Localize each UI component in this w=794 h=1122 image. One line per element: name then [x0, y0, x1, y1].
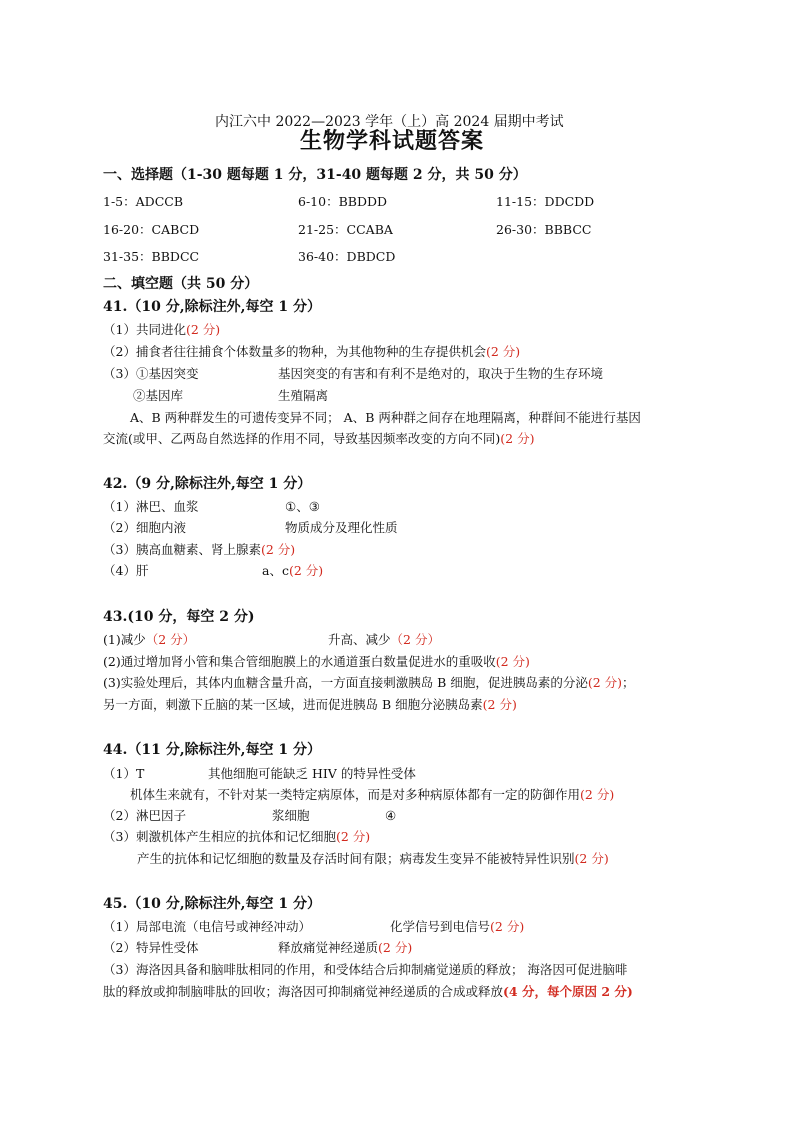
- score-mark: (2 分): [260, 542, 296, 557]
- q43-title: 43.(10 分，每空 2 分): [103, 609, 255, 625]
- section2-heading: 二、填空题（共 50 分）: [103, 276, 259, 292]
- q45-title: 45.（10 分,除标注外,每空 1 分）: [103, 896, 321, 912]
- score-mark: (2 分): [500, 431, 535, 446]
- q41-line4a: ②基因库: [133, 388, 184, 403]
- score-mark: （2 分）: [390, 632, 440, 647]
- score-mark: (2 分): [482, 697, 517, 712]
- answer-range: 21-25：CCABA: [298, 222, 393, 237]
- score-mark: (2 分): [574, 851, 609, 866]
- q42-line3: （3）胰高血糖素、肾上腺素(2 分): [103, 542, 296, 557]
- q45-line2b: 释放痛觉神经递质(2 分): [278, 940, 413, 955]
- answer-range: 6-10：BBDDD: [298, 194, 388, 209]
- answer-range: 1-5：ADCCB: [103, 194, 184, 209]
- score-mark: (2 分): [587, 675, 623, 690]
- q44-line4: （3）刺激机体产生相应的抗体和记忆细胞(2 分): [103, 829, 371, 844]
- q41-line3a: （3）①基因突变: [103, 366, 199, 381]
- score-mark: (2 分): [495, 654, 530, 669]
- q43-line1b: 升高、减少（2 分）: [328, 632, 440, 647]
- score-mark: (2 分): [378, 940, 413, 955]
- score-mark: (2 分): [335, 829, 371, 844]
- q44-line2: 机体生来就有，不针对某一类特定病原体，而是对多种病原体都有一定的防御作用(2 分): [130, 787, 615, 802]
- q42-title: 42.（9 分,除标注外,每空 1 分）: [103, 476, 312, 492]
- q44-line1b: 其他细胞可能缺乏 HIV 的特异性受体: [208, 766, 416, 781]
- q42-line4a: （4）肝: [103, 563, 149, 578]
- q44-line3b: 浆细胞: [272, 808, 310, 823]
- q43-line3: (3)实验处理后，其体内血糖含量升高，一方面直接刺激胰岛 B 细胞，促进胰岛素的分泌(2 分)；: [103, 675, 635, 690]
- q43-line1a: (1)减少（2 分）: [103, 632, 196, 647]
- q42-line4b: a、c(2 分): [262, 563, 324, 578]
- answer-range: 36-40：DBDCD: [298, 249, 396, 264]
- q43-line2: (2)通过增加肾小管和集合管细胞膜上的水通道蛋白数量促进水的重吸收(2 分): [103, 654, 530, 669]
- q41-line6: 交流(或甲、乙两岛自然选择的作用不同，导致基因频率改变的方向不同)(2 分): [103, 431, 535, 446]
- q42-line1b: ①、③: [285, 499, 320, 514]
- q41-line1: （1）共同进化(2 分): [103, 322, 221, 337]
- q42-line2a: （2）细胞内液: [103, 520, 186, 535]
- answer-range: 31-35：BBDCC: [103, 249, 200, 264]
- q45-line3: （3）海洛因具备和脑啡肽相同的作用，和受体结合后抑制痛觉递质的释放； 海洛因可促进脑啡: [103, 962, 628, 977]
- section1-heading: 一、选择题（1-30 题每题 1 分，31-40 题每题 2 分，共 50 分）: [103, 167, 527, 183]
- q44-line5: 产生的抗体和记忆细胞的数量及存活时间有限；病毒发生变异不能被特异性识别(2 分): [137, 851, 609, 866]
- q41-line3b: 基因突变的有害和有利不是绝对的，取决于生物的生存环境: [278, 366, 604, 381]
- score-mark: (2 分): [485, 344, 521, 359]
- q41-line4b: 生殖隔离: [278, 388, 329, 403]
- exam-title: 内江六中 2022—2023 学年（上）高 2024 届期中考试: [215, 114, 564, 130]
- q41-title: 41.（10 分,除标注外,每空 1 分）: [103, 299, 321, 315]
- q45-line2a: （2）特异性受体: [103, 940, 199, 955]
- q45-line1b: 化学信号到电信号(2 分): [390, 919, 525, 934]
- score-mark: (2 分): [490, 919, 525, 934]
- q42-line1a: （1）淋巴、血浆: [103, 499, 199, 514]
- q45-line4: 肽的释放或抑制脑啡肽的回收；海洛因可抑制痛觉神经递质的合成或释放(4 分，每个原因 2 分): [103, 984, 633, 999]
- subject-title: 生物学科试题答案: [300, 128, 485, 154]
- q43-line4: 另一方面，刺激下丘脑的某一区域，进而促进胰岛 B 细胞分泌胰岛素(2 分): [103, 697, 517, 712]
- answer-range: 11-15：DDCDD: [496, 194, 595, 209]
- score-mark: (2 分): [580, 787, 615, 802]
- score-mark: （2 分）: [145, 632, 196, 647]
- q45-line1a: （1）局部电流（电信号或神经冲动）: [103, 919, 311, 934]
- q44-line3c: ④: [385, 808, 397, 823]
- q41-line5: A、B 两种群发生的可遗传变异不同； A、B 两种群之间存在地理隔离，种群间不能进行基因: [130, 410, 641, 425]
- answer-range: 26-30：BBBCC: [496, 222, 592, 237]
- q44-title: 44.（11 分,除标注外,每空 1 分）: [103, 742, 321, 758]
- score-mark: (2 分): [288, 563, 324, 578]
- q42-line2b: 物质成分及理化性质: [285, 520, 398, 535]
- q41-line2: （2）捕食者往往捕食个体数量多的物种，为其他物种的生存提供机会(2 分): [103, 344, 521, 359]
- score-mark: (2 分): [185, 322, 221, 337]
- q44-line3a: （2）淋巴因子: [103, 808, 186, 823]
- score-mark: (4 分，每个原因 2 分): [503, 984, 633, 999]
- answer-range: 16-20：CABCD: [103, 222, 200, 237]
- q44-line1a: （1）T: [103, 766, 145, 781]
